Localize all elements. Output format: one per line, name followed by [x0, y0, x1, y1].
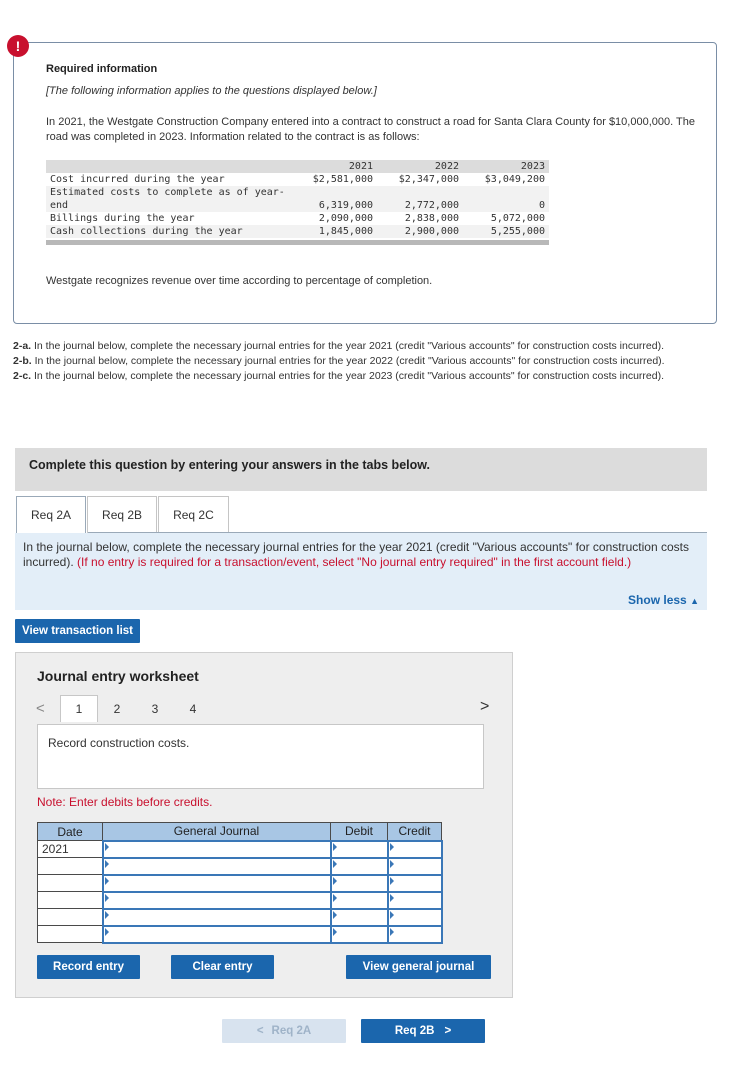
- question-item: 2-a. In the journal below, complete the necessary journal entries for the year 2021 (credit "Various accounts" for construction costs incurred).: [13, 340, 665, 352]
- journal-row: [38, 909, 442, 926]
- col-date-header: Date: [38, 823, 103, 841]
- credit-input[interactable]: [388, 892, 442, 909]
- account-input[interactable]: [103, 892, 331, 909]
- debits-credits-note: Note: Enter debits before credits.: [37, 795, 213, 809]
- journal-entry-worksheet: [15, 652, 513, 998]
- date-cell: [38, 926, 103, 943]
- worksheet-pagination: [36, 695, 212, 722]
- chevron-right-icon: >: [444, 1025, 452, 1037]
- table-row: [46, 186, 549, 212]
- tab-req-2b[interactable]: Req 2B: [87, 496, 157, 533]
- credit-input[interactable]: [388, 926, 442, 943]
- instructions-warning: (If no entry is required for a transaction/event, select "No journal entry required" in the first account field.): [77, 555, 632, 569]
- prev-req-button[interactable]: < Req 2A: [222, 1019, 346, 1043]
- chevron-left-icon: <: [256, 1025, 264, 1037]
- row-label: Cost incurred during the year: [50, 174, 225, 185]
- date-cell: [38, 892, 103, 909]
- date-cell: 2021: [38, 841, 103, 858]
- question-item: 2-c. In the journal below, complete the necessary journal entries for the year 2023 (credit "Various accounts" for construction costs incurred).: [13, 370, 665, 382]
- cell-value: $3,049,200: [484, 174, 545, 185]
- record-entry-button[interactable]: Record entry: [37, 955, 140, 979]
- page-2[interactable]: 2: [113, 701, 121, 716]
- instructions-panel: [15, 533, 707, 610]
- account-input[interactable]: [103, 926, 331, 943]
- account-input[interactable]: [103, 875, 331, 892]
- journal-row: [38, 858, 442, 875]
- chevron-right-icon[interactable]: >: [480, 698, 490, 715]
- cell-value: 5,255,000: [463, 225, 549, 238]
- page-4[interactable]: 4: [189, 701, 197, 716]
- cell-value: 2,090,000: [318, 213, 373, 224]
- cell-value: 2,838,000: [404, 213, 459, 224]
- cell-value: $2,347,000: [398, 174, 459, 185]
- table-row: [46, 212, 549, 225]
- date-cell: [38, 909, 103, 926]
- worksheet-title: Journal entry worksheet: [37, 668, 199, 684]
- question-item: 2-b. In the journal below, complete the necessary journal entries for the year 2022 (credit "Various accounts" for construction costs incurred).: [13, 355, 665, 367]
- triangle-up-icon: ▲: [690, 596, 699, 606]
- required-info-panel: [13, 42, 717, 324]
- table-header-year: 2023: [463, 160, 549, 173]
- col-credit-header: Credit: [388, 823, 442, 841]
- journal-table: [37, 822, 443, 944]
- credit-input[interactable]: [388, 858, 442, 875]
- required-info-title: Required information: [46, 63, 158, 75]
- page-1[interactable]: 1: [60, 695, 98, 722]
- debit-input[interactable]: [331, 841, 388, 858]
- col-general-journal-header: General Journal: [103, 823, 331, 841]
- col-debit-header: Debit: [331, 823, 388, 841]
- required-info-intro: In 2021, the Westgate Construction Company entered into a contract to construct a road for Santa Clara County for $10,000,000. The road was completed in 2023. Information related to the contract is as follows:: [46, 116, 695, 143]
- debit-input[interactable]: [331, 926, 388, 943]
- date-cell: [38, 875, 103, 892]
- view-transaction-list-button[interactable]: View transaction list: [15, 619, 140, 643]
- debit-input[interactable]: [331, 892, 388, 909]
- credit-input[interactable]: [388, 909, 442, 926]
- credit-input[interactable]: [388, 841, 442, 858]
- tab-req-2a[interactable]: Req 2A: [16, 496, 86, 533]
- table-row: [46, 173, 549, 186]
- account-input[interactable]: [103, 858, 331, 875]
- show-less-link[interactable]: Show less ▲: [628, 593, 699, 607]
- table-header-blank: [46, 160, 291, 173]
- question-list: [13, 340, 713, 385]
- revenue-recognition-note: Westgate recognizes revenue over time according to percentage of completion.: [46, 275, 433, 287]
- alert-icon: !: [7, 35, 29, 57]
- cell-value: 0: [463, 186, 549, 212]
- row-label: Cash collections during the year: [46, 225, 291, 238]
- cell-value: 2,900,000: [377, 225, 463, 238]
- required-info-subtitle: [The following information applies to the questions displayed below.]: [46, 85, 377, 97]
- journal-row: [38, 875, 442, 892]
- table-bottom-rule: [46, 240, 549, 245]
- table-header-year: 2021: [291, 160, 377, 173]
- cell-value: 2,772,000: [377, 186, 463, 212]
- table-header-year: 2022: [377, 160, 463, 173]
- clear-entry-button[interactable]: Clear entry: [171, 955, 274, 979]
- next-req-button[interactable]: Req 2B >: [361, 1019, 485, 1043]
- cell-value: 5,072,000: [490, 213, 545, 224]
- contract-data-table: [46, 160, 549, 245]
- journal-row: [38, 841, 442, 858]
- debit-input[interactable]: [331, 909, 388, 926]
- date-cell: [38, 858, 103, 875]
- cell-value: 6,319,000: [291, 186, 377, 212]
- page-3[interactable]: 3: [151, 701, 159, 716]
- journal-row: [38, 892, 442, 909]
- account-input[interactable]: [103, 909, 331, 926]
- tab-req-2c[interactable]: Req 2C: [158, 496, 229, 533]
- debit-input[interactable]: [331, 858, 388, 875]
- requirement-tabs: [16, 496, 230, 533]
- table-row: [46, 225, 549, 238]
- view-general-journal-button[interactable]: View general journal: [346, 955, 491, 979]
- chevron-left-icon[interactable]: <: [36, 700, 45, 717]
- debit-input[interactable]: [331, 875, 388, 892]
- journal-row: [38, 926, 442, 943]
- row-label: Estimated costs to complete as of year-end: [46, 186, 291, 212]
- account-input[interactable]: [103, 841, 331, 858]
- worksheet-description: Record construction costs.: [37, 724, 484, 789]
- credit-input[interactable]: [388, 875, 442, 892]
- cell-value: 1,845,000: [291, 225, 377, 238]
- row-label: Billings during the year: [50, 213, 195, 224]
- cell-value: $2,581,000: [312, 174, 373, 185]
- instructions-text: In the journal below, complete the necessary journal entries for the year 2021 (credit "Various accounts" for construction costs incurred).: [23, 540, 689, 569]
- complete-question-banner: Complete this question by entering your answers in the tabs below.: [15, 448, 707, 491]
